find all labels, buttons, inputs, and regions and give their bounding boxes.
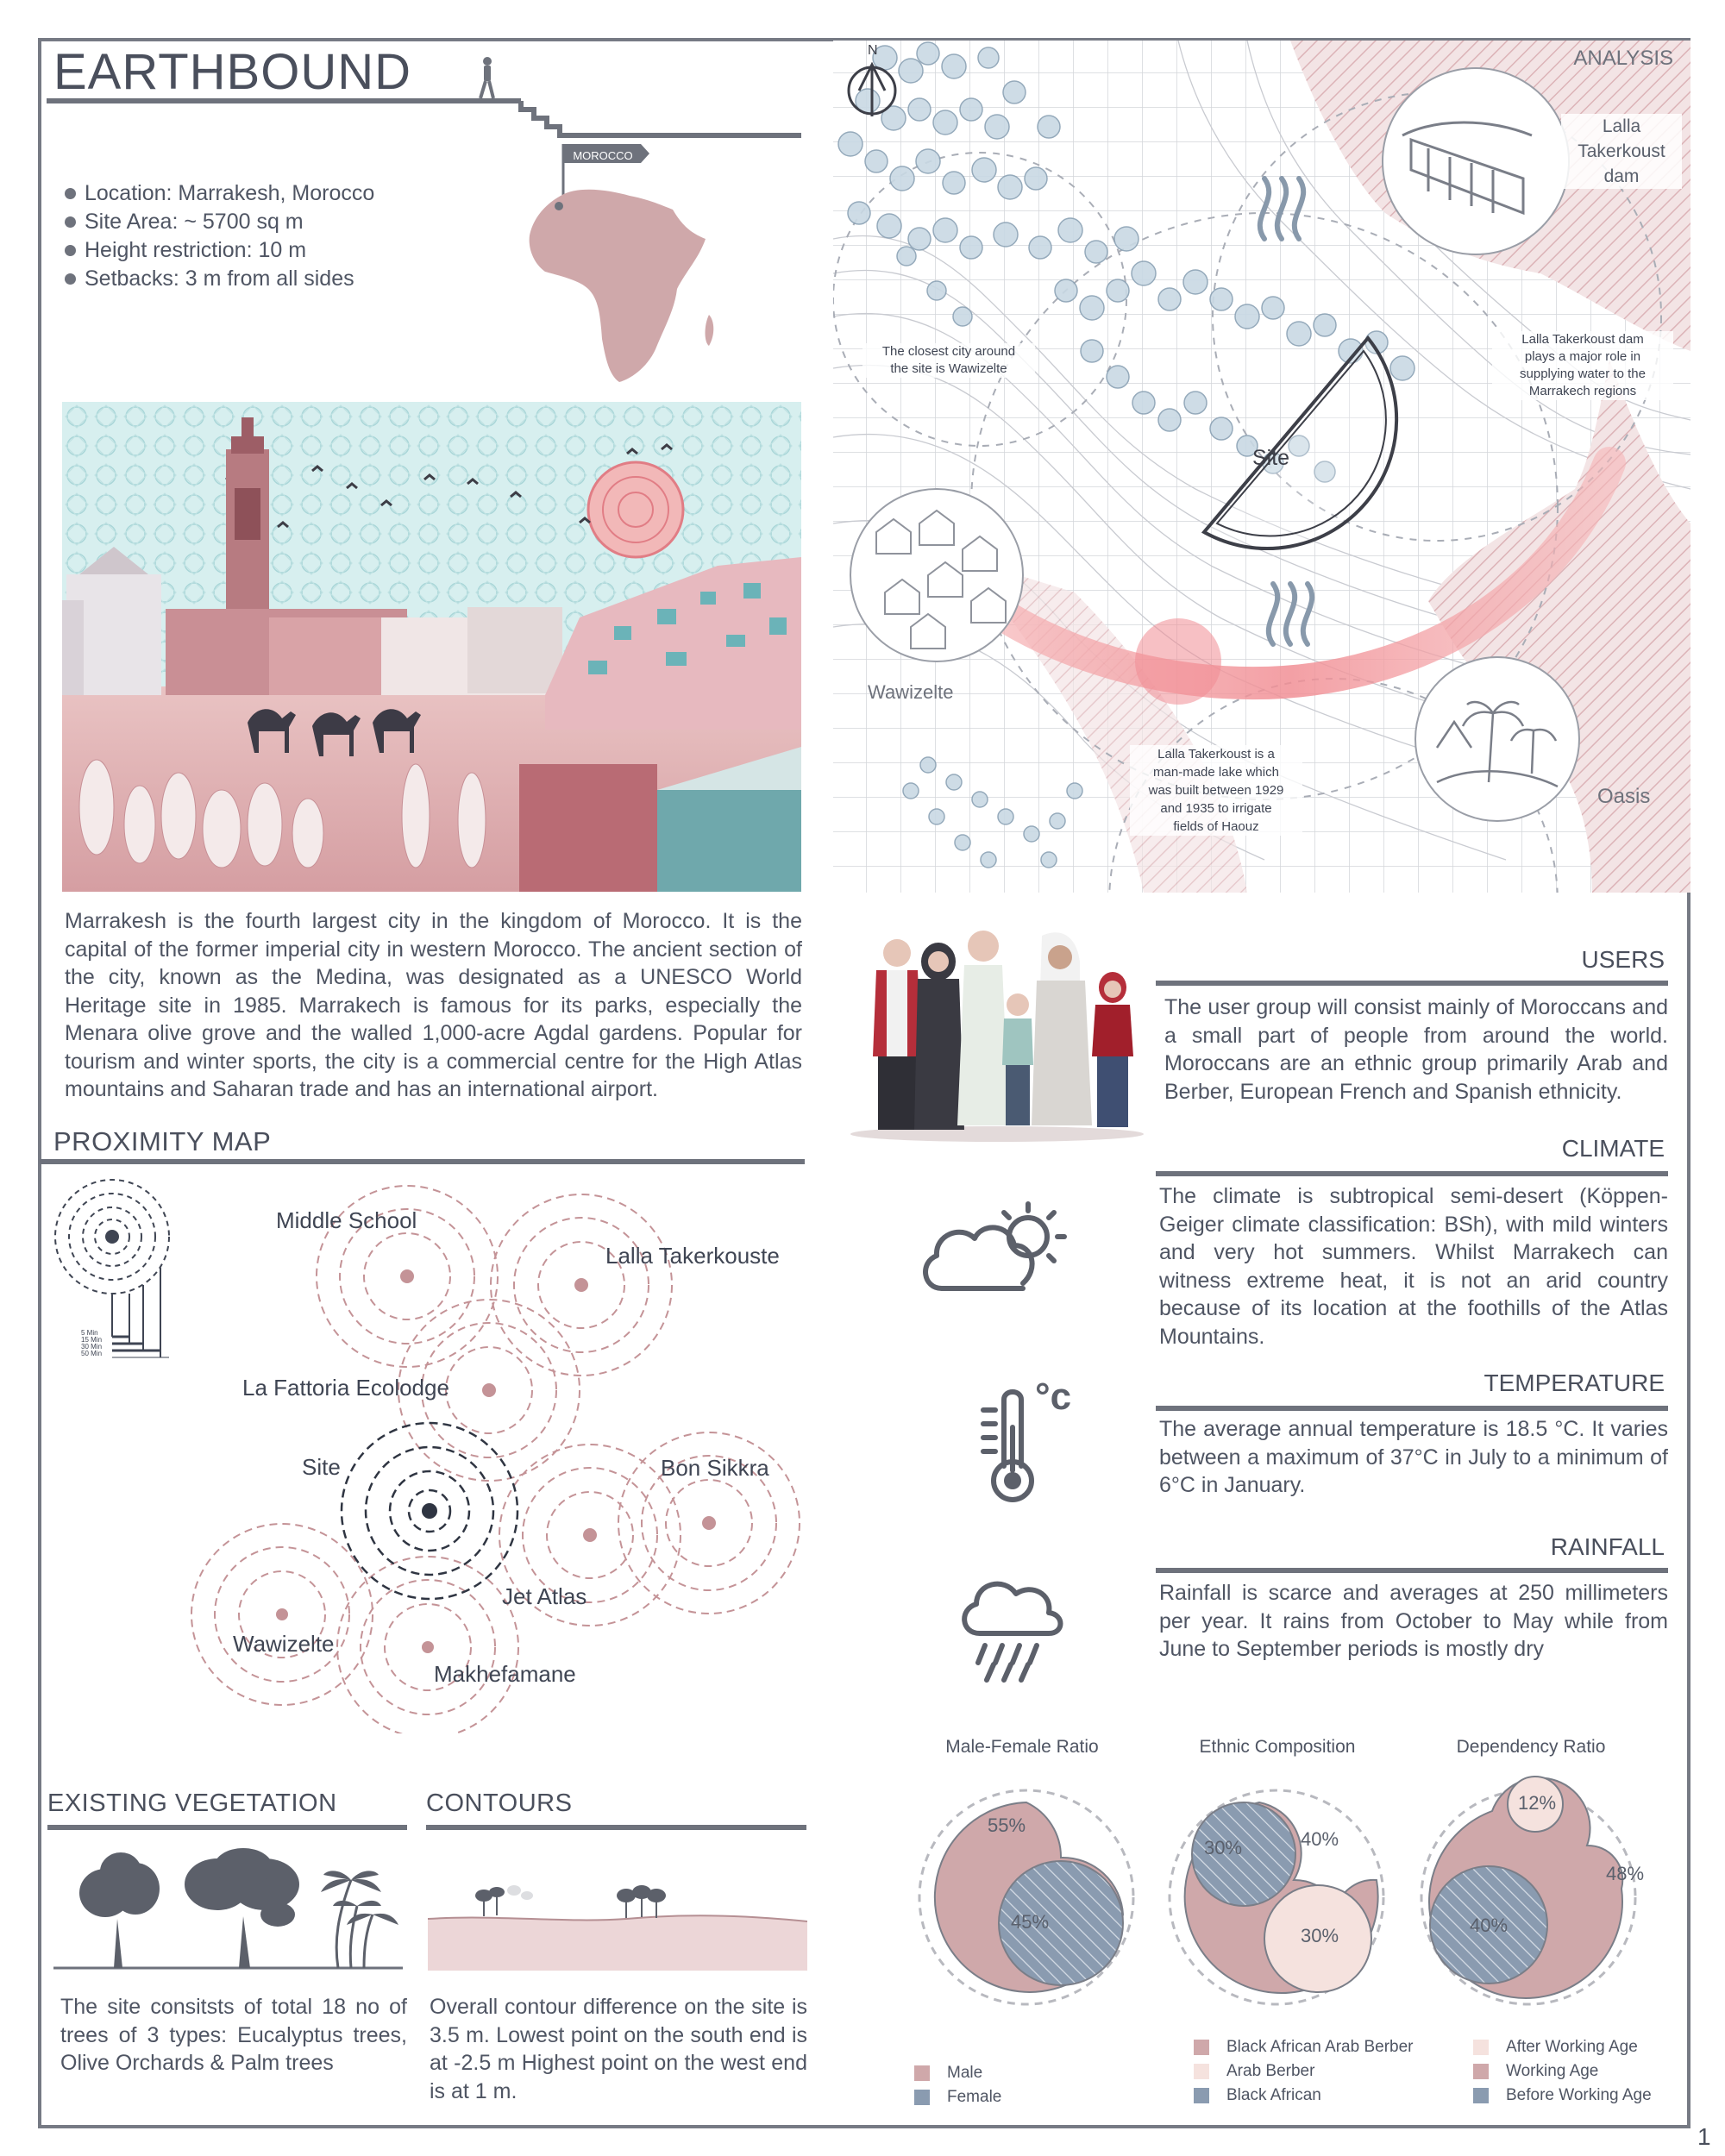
temperature-header: TEMPERATURE [1484, 1369, 1665, 1396]
climate-header: CLIMATE [1561, 1135, 1665, 1162]
bullet-setbacks: Setbacks: 3 m from all sides [65, 265, 374, 293]
intro-paragraph: Marrakesh is the fourth largest city in the kingdom of Morocco. It is the capital of the former imperial city in western Morocco. The ancient section of the city, known as the Medina, was designated as a UNESCO World Heritage site in 1985. Marrakech is famous for its parks, especially the Menara olive grove and the walled 1,000-acre Agdal gardens. Popular for tourism and winter sports, the city is a commercial centre for the High Atlas mountains and Saharan trade and has an international airport. [65, 909, 802, 1101]
ethnic-composition-title: Ethnic Composition [1199, 1737, 1356, 1757]
label-makhefamane: Makhefamane [434, 1661, 576, 1687]
contours-rule [426, 1825, 806, 1830]
bullet-height: Height restriction: 10 m [65, 236, 374, 265]
legend-male: Male [914, 2061, 1001, 2085]
page-number: 1 [1697, 2123, 1711, 2150]
palm-tree-icon [336, 1880, 373, 1968]
north-label: N [868, 43, 878, 58]
label-jet-atlas: Jet Atlas [502, 1583, 587, 1609]
oasis-label: Oasis [1597, 785, 1651, 808]
users-header: USERS [1581, 946, 1665, 973]
eucalyptus-tree-icon [79, 1852, 160, 1968]
africa-map-icon [526, 142, 724, 388]
dam-label: Lalla Takerkoust dam [1561, 114, 1682, 189]
climate-text: The climate is subtropical semi-desert (Köppen-Geiger climate classification: BSh), with mild winters and very hot summers. Whilst Marrakech can witness extreme heat, it is not an arid country because of its location at the foothills of the Atlas Mountains. [1159, 1184, 1668, 1349]
vegetation-text: The site consitsts of total 18 no of trees of 3 types: Eucalyptus trees, Olive Orchards & Palm trees [60, 1995, 407, 2075]
label-site: Site [302, 1454, 341, 1480]
legend-black-african: Black African [1194, 2084, 1414, 2108]
morocco-flag-label: MOROCCO [573, 149, 633, 162]
person-child [1002, 993, 1033, 1125]
site-info-list [65, 179, 374, 293]
dependency-legend [1473, 2035, 1652, 2108]
vegetation-trees-illustration [53, 1846, 407, 1975]
person-man-white-robe [957, 931, 1009, 1125]
black-african-pct-label: 30% [1204, 1837, 1243, 1858]
person-man-red [873, 939, 921, 1130]
bullet-location: Location: Marrakesh, Morocco [65, 179, 374, 208]
person-man-keffiyeh [1032, 932, 1092, 1125]
rainfall-text: Rainfall is scarce and averages at 250 millimeters per year. It rains from October to May while from June to September periods is mostly dry [1159, 1581, 1668, 1661]
black-african-arab-berber-pct-label: 40% [1301, 1828, 1339, 1850]
lake-note: Lalla Takerkoust is a man-made lake which was built between 1929 and 1935 to irrigate fields of Haouz [1130, 745, 1302, 836]
rainfall-rule [1156, 1568, 1668, 1573]
cloud-sun-icon [916, 1194, 1071, 1306]
vegetation-rule [47, 1825, 407, 1830]
label-la-fattoria-ecolodge: La Fattoria Ecolodge [242, 1375, 449, 1401]
users-illustration [845, 918, 1149, 1144]
closest-city-note: The closest city around the site is Wawizelte [862, 343, 1035, 378]
legend-arab-berber: Arab Berber [1194, 2059, 1414, 2084]
olive-tree-icon [185, 1848, 299, 1968]
label-bon-sikkra: Bon Sikkra [661, 1455, 769, 1481]
wawizelte-map-label: Wawizelte [868, 681, 954, 703]
vegetation-header: EXISTING VEGETATION [47, 1789, 337, 1817]
contours-text: Overall contour difference on the site is 3.5 m. Lowest point on the south end is at -2.5 m Highest point on the west end is at 1 m. [430, 1995, 807, 2103]
male-female-ratio-title: Male-Female Ratio [945, 1737, 1099, 1757]
demographic-bubble-charts [888, 1768, 1690, 2027]
person-woman-red [1092, 972, 1133, 1127]
temperature-text: The average annual temperature is 18.5 °C. It varies between a maximum of 37°C in July to a minimum of 6°C in January. [1159, 1417, 1668, 1497]
temperature-rule [1156, 1406, 1668, 1411]
label-wawizelte: Wawizelte [233, 1631, 335, 1657]
legend-female: Female [914, 2085, 1001, 2109]
contours-header: CONTOURS [426, 1789, 573, 1817]
male-female-legend [914, 2061, 1001, 2109]
label-middle-school: Middle School [276, 1207, 417, 1233]
degree-celsius-icon: °c [1035, 1376, 1072, 1418]
dam-note: Lalla Takerkoust dam plays a major role in supplying water to the Marrakech regions [1492, 331, 1673, 400]
dependency-ratio-title: Dependency Ratio [1456, 1737, 1606, 1757]
legend-before-working-age: Before Working Age [1473, 2084, 1652, 2108]
marrakesh-collage-illustration [62, 402, 801, 892]
proximity-legend-labels: 5 Min 15 Min 30 Min 50 Min [81, 1329, 103, 1357]
proximity-map-header: PROXIMITY MAP [53, 1126, 272, 1156]
rain-cloud-icon [956, 1573, 1068, 1685]
male-pct-label: 55% [988, 1814, 1026, 1836]
page-title: EARTHBOUND [53, 44, 411, 100]
users-rule [1156, 981, 1668, 986]
legend-working-age: Working Age [1473, 2059, 1652, 2084]
climate-rule [1156, 1171, 1668, 1176]
rainfall-header: RAINFALL [1550, 1533, 1665, 1560]
after-working-age-pct-label: 12% [1518, 1792, 1557, 1814]
walking-person-icon [480, 57, 493, 98]
before-working-age-pct-label: 40% [1470, 1915, 1509, 1936]
stair-figure-graphic [38, 52, 814, 147]
person-woman-hijab [914, 943, 964, 1130]
users-text: The user group will consist mainly of Moroccans and a small part of people from around the world. Moroccans are an ethnic group primarily Arab and Berber, European French and Spanish ethnicity. [1164, 995, 1668, 1104]
legend-black-african-arab-berber: Black African Arab Berber [1194, 2035, 1414, 2059]
ethnic-legend [1194, 2035, 1414, 2108]
arab-berber-pct-label: 30% [1301, 1925, 1339, 1946]
bullet-site-area: Site Area: ~ 5700 sq m [65, 208, 374, 236]
working-age-pct-label: 48% [1606, 1863, 1645, 1884]
contours-section-illustration [428, 1880, 807, 1975]
site-label: Site [1252, 446, 1290, 470]
analysis-header: ANALYSIS [1573, 47, 1673, 70]
label-lalla-takerkouste: Lalla Takerkouste [605, 1243, 780, 1269]
legend-after-working-age: After Working Age [1473, 2035, 1652, 2059]
female-pct-label: 45% [1011, 1911, 1050, 1933]
